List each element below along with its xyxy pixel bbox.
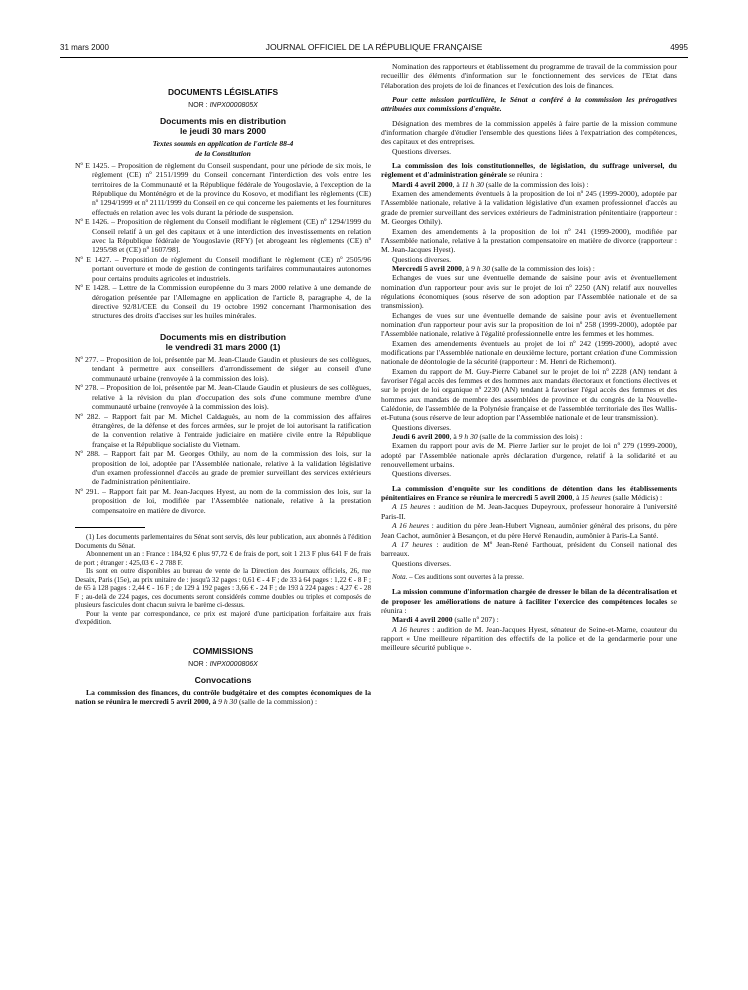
paragraph: Examen des amendements à la proposition de loi nº 241 (1999-2000), modifiée par l'Assemblée nationale, relative à la prestation compensatoire en matière de divorce (rapporteur : M. Jean-Jacques Hyest). [381,226,677,255]
paragraph: Examen des amendements éventuels à la proposition de loi nº 245 (1999-2000), adoptée par l'Assemblée nationale, relative à la validation législative d'un examen professionnel d'accès au grade de premier surveillant des services extérieurs de l'administration pénitentiaire (rapporteur : M. Georges Othily). [381,189,677,227]
commissions-heading: COMMISSIONS [192,645,254,656]
header-date: 31 mars 2000 [60,43,109,52]
paragraph: Nomination des rapporteurs et établissement du programme de travail de la commission pour recueillir des éléments d'information sur le fonctionnement des services de l'Etat dans l'élaboration des projets de loi de finances et l'exécution des lois de finances. [381,62,677,90]
documents-heading: DOCUMENTS LÉGISLATIFS [167,87,279,97]
list-item: Nº 278. – Proposition de loi, présentée par M. Jean-Claude Gaudin et plusieurs de ses collègues, relative à la révision du plan d'occupation des sols d'une commune membre d'une communauté urbaine (renvoyée à la commission des lois). [75,383,371,412]
audition: A 15 heures : audition de M. Jean-Jacques Dupeyroux, professeur honoraire à l'université Paris-II. [381,502,677,521]
questions-diverses: Questions diverses. [392,146,452,156]
header-rule [60,57,688,58]
questions-diverses: Questions diverses. [392,558,452,568]
convocations-title: Convocations [194,674,252,685]
paragraph: Examen du rapport de M. Guy-Pierre Cabanel sur le projet de loi nº 2228 (AN) tendant à favoriser l'égal accès des femmes et des hommes aux mandats électoraux et fonctions électives et sur le projet de loi organique nº 2230 (AN) tendant à favoriser l'égal accès des femmes et des hommes aux mandats de membre des assemblées de province et du congrès de la Nouvelle-Calédonie, de l'assemblée de la Polynésie française et de l'assemblée territoriale des îles Wallis-et-Futuna (sous réserve de leur adoption par l'Assemblée nationale et de leur transmission). [381,366,677,423]
paragraph: Echanges de vues sur une éventuelle demande de saisine pour avis et éventuellement nomination d'un rapporteur pour avis sur le projet de loi nº 2250 (AN) relatif aux nouvelles régulations économiques (sous réserve de son adoption par l'Assemblée nationale et de sa transmission). [381,273,677,311]
right-column [381,62,677,653]
documents-nor-code: INPX0000805X [209,102,258,109]
footnote: Pour la vente par correspondance, ce prix est majoré d'une participation forfaitaire aux frais d'expédition. [75,609,371,627]
footnotes [75,533,371,627]
footnote: Abonnement un an : France : 184,92 € plus 97,72 € de frais de port, soit 1 213 F plus 641 F de frais de port ; étranger : 425,03 € - 2 788 F. [75,550,371,567]
session-mardi: Mardi 4 avril 2000, à 11 h 30 (salle de la commission des lois) : [392,179,589,189]
audition: A 16 heures : audition du père Jean-Hubert Vigneau, aumônier général des prisons, du père Jean Cachot, aumônier à Besançon, et du père Hervé Renaudin, aumônier à Paris-La Santé. [381,521,678,540]
left-column [75,86,371,707]
running-header [60,43,688,55]
mission-intro: La mission commune d'information chargée de dresser le bilan de la décentralisation et de proposer les améliorations de nature à faciliter l'exercice des compétences locales se réunira : [381,587,677,615]
audition: A 17 heures : audition de Mº Jean-René Farthouat, président du Conseil national des barreaux. [381,539,677,559]
list-item: Nº E 1427. – Proposition de règlement du Conseil modifiant le règlement (CE) nº 2505/96 portant ouverture et mode de gestion de contingents tarifaires communautaires autonomes pour certains produits agricoles et industriels. [75,255,371,283]
list-item: Nº E 1428. – Lettre de la Commission européenne du 3 mars 2000 relative à une demande de dérogation présentée par l'Allemagne en application de l'article 8, paragraphe 4, de la directive 92/81/CEE du Conseil du 19 octobre 1992 concernant l'harmonisation des structures des droits d'accises sur les huiles minérales. [75,283,371,321]
footnote: (1) Les documents parlementaires du Sénat sont servis, dès leur publication, aux abonnés à l'édition Documents du Sénat. [75,533,371,550]
session-mardi-2: Mardi 4 avril 2000 (salle nº 207) : [392,615,499,625]
header-page-number: 4995 [670,43,688,52]
distribution-title-2: Documents mis en distribution le vendredi 31 mars 2000 (1) [159,332,287,353]
list-item: Nº 288. – Rapport fait par M. Georges Othily, au nom de la commission des lois, sur la proposition de loi, adoptée par l'Assemblée nationale, relative à la validation législative d'un examen professionnel d'accès au grade de premier surveillant des services extérieurs de l'administration pénitentiaire. [75,449,371,487]
paragraph: Examen des amendements éventuels au projet de loi nº 242 (1999-2000), adopté avec modifications par l'Assemblée nationale en deuxième lecture, portant création d'une Commission nationale de déontologie de la sécurité (rapporteur : M. Henri de Richemont). [381,338,677,367]
distribution-title-1: Documents mis en distribution le jeudi 30 mars 2000 [159,116,287,137]
questions-diverses: Questions diverses. [392,422,452,432]
lois-commission-intro: La commission des lois constitutionnelles, de législation, du suffrage universel, du règlement et d'administration générale se réunira : [381,161,677,180]
footnote: Ils sont en outre disponibles au bureau de vente de la Direction des Journaux officiels, 26, rue Desaix, Paris (15e), au prix unitaire de : jusqu'à 32 pages : 0,61 € - 4 F ; de 33 à 64 pages : 1,22 € - 8 F ; de 65 à 128 pages : 2,44 € - 16 F ; de 129 à 192 pages : 3,66 € - 24 F ; de 193 à 224 pages : 4,27 € - 28 F ; au-delà de 224 pages, ces documents seront considérés comme doubles ou triples et composés de plusieurs fascicules dont chacun suivra le barème ci-dessus. [75,567,371,610]
session-mercredi: Mercredi 5 avril 2000, à 9 h 30 (salle de la commission des lois) : [392,263,595,273]
article-caption: Textes soumis en application de l'article 88-4 de la Constitution [152,139,294,158]
paragraph: Echanges de vues sur une éventuelle demande de saisine pour avis et éventuellement nomination d'un rapporteur pour avis sur la proposition de loi nº 258 (1999-2000), adoptée par l'Assemblée nationale, relative à l'égalité professionnelle entre les femmes et les hommes. [381,310,677,339]
commissions-nor: NOR : INPX0000806X [188,660,258,668]
enquete-commission-intro: La commission d'enquête sur les conditions de détention dans les établissements pénitentiaires en France se réunira le mercredi 5 avril 2000, à 15 heures (salle Médicis) : [381,483,677,503]
footnote-rule [75,527,145,528]
nota: Nota. – Ces auditions sont ouvertes à la presse. [392,572,524,581]
list-item: Nº E 1425. – Proposition de règlement du Conseil suspendant, pour une période de six mois, le règlement (CE) nº 2151/1999 du Conseil concernant l'interdiction des vols entre les territoires de la Communauté et la République fédérale de Yougoslavie, à l'exception de la République du Monténégro et de la province du Kosovo, et modifiant les règlements (CE) nº 1294/1999 et nº 2111/1999 du Conseil en ce qui concerne les paiements et les fournitures effectués en relation avec les vols durant la période de suspension. [75,161,371,217]
mission-note: Pour cette mission particulière, le Sénat a conféré à la commission les prérogatives attribuées aux commissions d'enquête. [381,95,677,114]
list-item: Nº 277. – Proposition de loi, présentée par M. Jean-Claude Gaudin et plusieurs de ses collègues, tendant à permettre aux conseillers d'arrondissement de siéger au conseil d'une communauté urbaine (renvoyée à la commission des lois). [75,355,371,383]
paragraph: Désignation des membres de la commission appelés à faire partie de la mission commune d'information chargée d'étudier l'ensemble des questions liées à l'expatriation des compétences, des capitaux et des entreprises. [381,118,677,147]
list-item: Nº 291. – Rapport fait par M. Jean-Jacques Hyest, au nom de la commission des lois, sur la proposition de loi, modifiée par l'Assemblée nationale, relative à la prestation compensatoire en matière de divorce. [75,487,371,515]
audition: A 16 heures : audition de M. Jean-Jacques Hyest, sénateur de Seine-et-Marne, coauteur du rapport « Une meilleure répartition des effectifs de la police et de la gendarmerie pour une meilleure sécurité publique ». [381,624,677,653]
questions-diverses: Questions diverses. [392,254,452,264]
list-item: Nº 282. – Rapport fait par M. Michel Caldaguès, au nom de la commission des affaires étrangères, de la défense et des forces armées, sur le projet de loi autorisant la ratification de la convention relative à l'entraide judiciaire en matière civile entre la République française et la République socialiste du Vietnam. [75,411,371,449]
commissions-nor-code: INPX0000806X [209,660,258,668]
paragraph: Examen du rapport pour avis de M. Pierre Jarlier sur le projet de loi nº 279 (1999-2000), adopté par l'Assemblée nationale après déclaration d'urgence, relatif à la solidarité et au renouvellement urbains. [381,441,677,470]
header-title: JOURNAL OFFICIEL DE LA RÉPUBLIQUE FRANÇAISE [265,42,483,52]
list-item: Nº E 1426. – Proposition de règlement du Conseil modifiant le règlement (CE) nº 1294/1999 du Conseil relatif à un gel des capitaux et à une interdiction des investissements en relation avec la République fédérale de Yougoslavie (RFY) [et abrogeant les règlements (CE) nº 1295/98 et (CE) nº 1607/98]. [75,217,371,255]
finances-intro: La commission des finances, du contrôle budgétaire et des comptes économiques de la nation se réunira le mercredi 5 avril 2000, à 9 h 30 (salle de la commission) : [75,687,371,707]
documents-nor: NOR : INPX0000805X [188,102,258,109]
questions-diverses: Questions diverses. [392,469,452,479]
session-jeudi: Jeudi 6 avril 2000, à 9 h 30 (salle de la commission des lois) : [392,432,583,442]
